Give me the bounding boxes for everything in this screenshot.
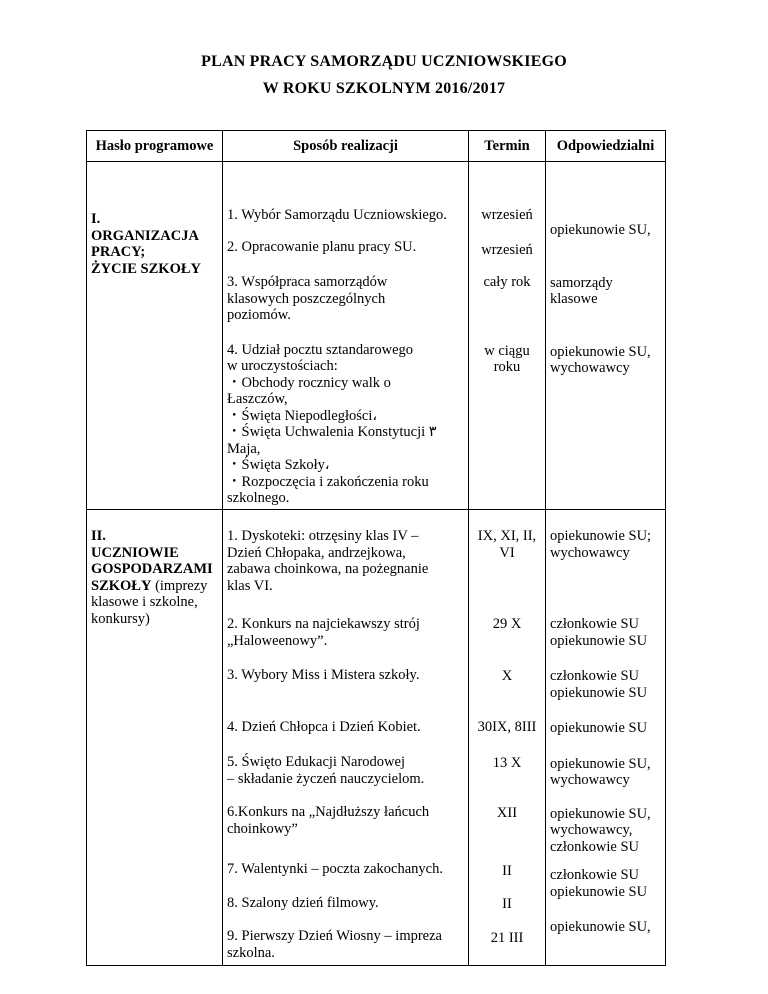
s2-item6-termin: XII	[496, 805, 518, 821]
s2-item4-text: 4. Dzień Chłopca i Dzień Kobiet.	[227, 718, 421, 735]
section1-odp-cell	[546, 162, 666, 510]
s2-item1-text: 1. Dyskoteki: otrzęsiny klas IV – Dzień Chłopaka, andrzejkowa, zabawa choinkowa, na pożegnanie klas VI.	[227, 528, 429, 594]
section2-heading-cell	[87, 510, 223, 966]
document-title: PLAN PRACY SAMORZĄDU UCZNIOWSKIEGO	[201, 53, 567, 70]
document-subtitle: W ROKU SZKOLNYM 2016/2017	[262, 80, 506, 97]
s2-item6-odp: opiekunowie SU, wychowawcy, członkowie SU	[550, 805, 651, 855]
s2-item4-odp: opiekunowie SU	[550, 720, 648, 736]
s2-item2-termin: 29 X	[492, 616, 522, 632]
s2-item7-text: 7. Walentynki – poczta zakochanych.	[227, 861, 443, 877]
section2-heading-note: (imprezy klasowe i szkolne, konkursy)	[91, 577, 208, 627]
s2-item2-text: 2. Konkurs na najciekawszy strój „Haloweenowy”.	[227, 616, 420, 649]
s2-item6-text: 6.Konkurs na „Najdłuższy łańcuch choinkowy”	[227, 804, 430, 837]
s2-item3-text: 3. Wybory Miss i Mistera szkoły.	[227, 667, 420, 683]
s2-item78-odp: członkowie SU opiekunowie SU	[550, 867, 648, 900]
s1-item3-text: 3. Współpraca samorządów klasowych poszczególnych poziomów.	[227, 274, 388, 323]
s2-item9-termin: 21 III	[490, 929, 524, 946]
s2-item7-termin: II	[502, 862, 512, 879]
s2-item1-termin: IX, XI, II, VI	[477, 528, 537, 561]
section1-sposob-cell	[223, 162, 469, 510]
s2-item8-text: 8. Szalony dzień filmowy.	[227, 894, 379, 911]
section1-row	[87, 162, 666, 510]
s1-item4-termin: w ciągu roku	[484, 342, 530, 375]
s2-item3-termin: X	[501, 667, 513, 684]
section2-sposob-cell	[223, 510, 469, 966]
header-haslo: Hasło programowe	[87, 131, 223, 162]
s1-item2-termin: wrzesień	[481, 241, 533, 258]
s1-item1-termin: wrzesień	[481, 207, 533, 223]
section2-odp-cell	[546, 510, 666, 966]
s2-item5-termin: 13 X	[492, 754, 522, 771]
s1-item3-odp: samorządy klasowe	[550, 274, 613, 307]
header-sposob: Sposób realizacji	[223, 131, 469, 162]
s1-item12-odp: opiekunowie SU,	[550, 222, 651, 238]
section1-termin-cell	[469, 162, 546, 510]
section2-heading-bold: II. UCZNIOWIE GOSPODARZAMI SZKOŁY	[91, 528, 213, 594]
s2-item9-odp: opiekunowie SU,	[550, 919, 651, 935]
s1-item1-text: 1. Wybór Samorządu Uczniowskiego.	[227, 207, 447, 223]
s1-item4-text: 4. Udział pocztu sztandarowego w uroczystościach: ・Obchody rocznicy walk o Łaszczów, ・Święta Niepodległości، ・Święta Uchwalenia Konstytucji ٣ Maja, ・Święta Szkoły، ・Rozpoczęcia i zakończenia roku szkolnego.	[227, 341, 437, 506]
table-header-row	[87, 131, 666, 162]
section1-heading-cell	[87, 162, 223, 510]
s2-item9-text: 9. Pierwszy Dzień Wiosny – impreza szkolna.	[227, 928, 442, 961]
header-odpowiedzialni: Odpowiedzialni	[546, 131, 666, 162]
section2-termin-cell	[469, 510, 546, 966]
s2-item5-text: 5. Święto Edukacji Narodowej – składanie życzeń nauczycielom.	[227, 754, 425, 787]
s1-item2-text: 2. Opracowanie planu pracy SU.	[227, 238, 417, 255]
section2-heading	[91, 528, 218, 627]
s2-item1-odp: opiekunowie SU; wychowawcy	[550, 528, 652, 561]
header-termin: Termin	[469, 131, 546, 162]
s1-item4-odp: opiekunowie SU, wychowawcy	[550, 343, 651, 376]
section1-heading: I. ORGANIZACJA PRACY; ŻYCIE SZKOŁY	[91, 211, 201, 277]
section2-row	[87, 510, 666, 966]
s2-item8-termin: II	[502, 896, 512, 912]
s2-item2-odp: członkowie SU opiekunowie SU	[550, 616, 648, 649]
s2-item5-odp: opiekunowie SU, wychowawcy	[550, 755, 651, 788]
plan-table	[86, 130, 666, 966]
s2-item3-odp: członkowie SU opiekunowie SU	[550, 668, 648, 701]
s2-item4-termin: 30IX, 8III	[477, 719, 537, 735]
s1-item3-termin: cały rok	[483, 274, 531, 290]
